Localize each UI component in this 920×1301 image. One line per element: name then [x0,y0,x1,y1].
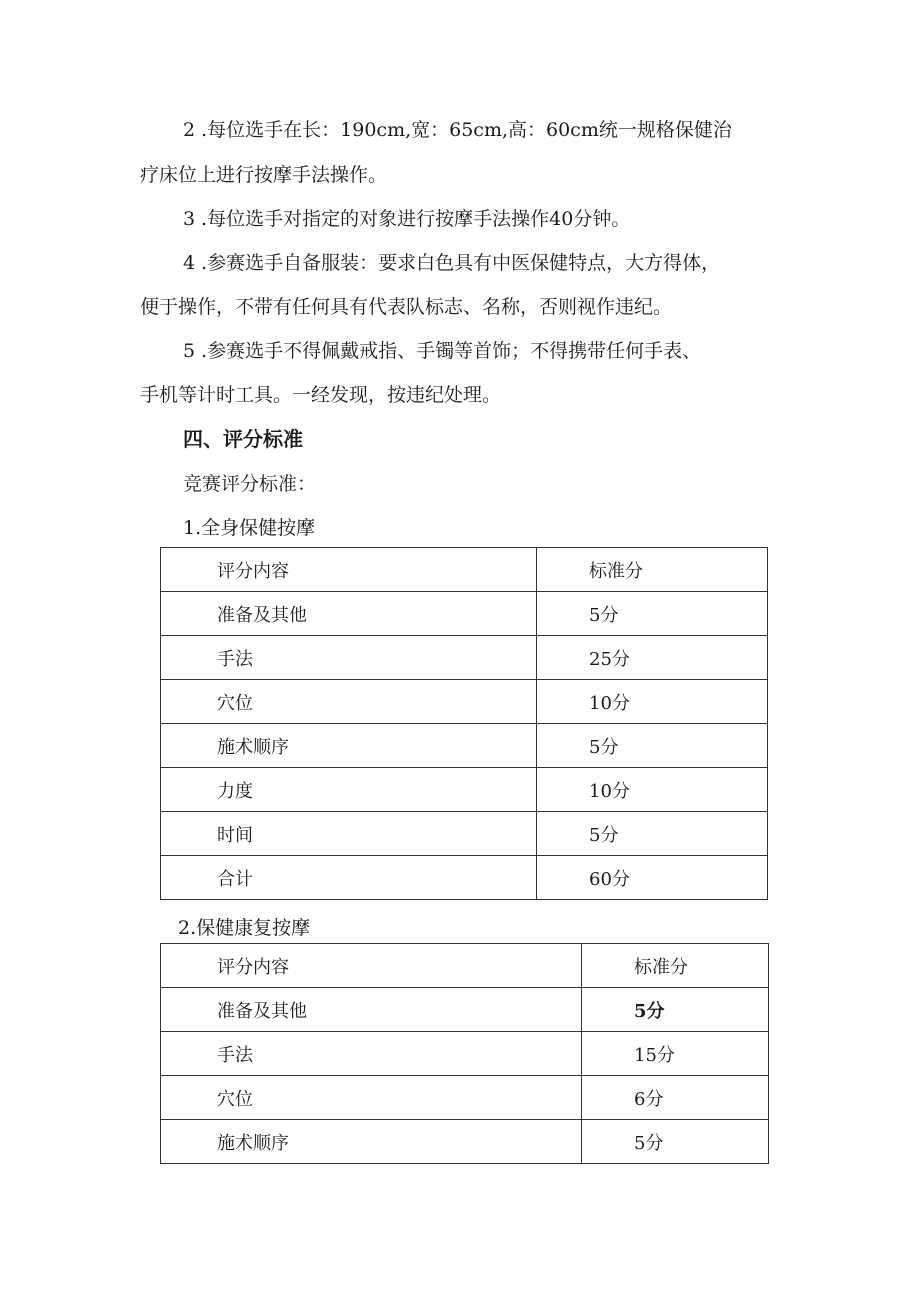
table-cell-score: 6分 [582,1076,769,1120]
page-break-mask [150,1165,790,1177]
table-row [161,724,768,768]
paragraph-2-line-1: 2 .每位选手在长：190cm,宽：65cm,高：60cm统一规格保健治 [183,119,732,141]
table-cell-item: 时间 [161,812,537,856]
table-cell-item: 准备及其他 [161,592,537,636]
paragraph-5-line-2: 手机等计时工具。一经发现，按违纪处理。 [140,384,502,406]
table-row [161,1032,769,1076]
table-row [161,1076,769,1120]
table-row [161,680,768,724]
paragraph-3: 3 .每位选手对指定的对象进行按摩手法操作40分钟。 [183,208,631,230]
table-2-title: 2.保健康复按摩 [178,917,311,939]
paragraph-5-line-1: 5 .参赛选手不得佩戴戒指、手镯等首饰；不得携带任何手表、 [183,340,702,362]
table-1-title: 1.全身保健按摩 [183,517,316,539]
table-row [161,812,768,856]
score-table-1 [160,547,768,900]
table-header-cell: 评分内容 [161,944,582,988]
table-cell-score: 15分 [582,1032,769,1076]
table-cell-score: 5分 [537,812,768,856]
table-cell-item: 准备及其他 [161,988,582,1032]
table-header-row [161,944,769,988]
table-cell-score: 25分 [537,636,768,680]
table-row [161,988,769,1032]
table-cell-item: 手法 [161,1032,582,1076]
table-row [161,768,768,812]
section-heading: 四、评分标准 [183,427,303,451]
table-cell-score: 5分 [537,724,768,768]
score-table-2 [160,943,769,1164]
table-cell-item: 穴位 [161,1076,582,1120]
table-cell-score: 5分 [582,1120,769,1164]
table-row [161,1120,769,1164]
table-cell-score: 10分 [537,768,768,812]
section-intro: 竞赛评分标准： [183,473,317,495]
table-row [161,856,768,900]
table-cell-score: 60分 [537,856,768,900]
table-cell-score: 5分 [582,988,769,1032]
table-cell-score: 5分 [537,592,768,636]
table-cell-score: 10分 [537,680,768,724]
table-cell-item: 施术顺序 [161,1120,582,1164]
table-cell-item: 穴位 [161,680,537,724]
table-cell-item: 合计 [161,856,537,900]
table-header-cell: 评分内容 [161,548,537,592]
table-row [161,592,768,636]
paragraph-4-line-2: 便于操作，不带有任何具有代表队标志、名称，否则视作违纪。 [140,296,673,318]
table-header-row [161,548,768,592]
paragraph-4-line-1: 4 .参赛选手自备服装：要求白色具有中医保健特点，大方得体， [183,252,721,274]
table-cell-item: 手法 [161,636,537,680]
table-header-cell: 标准分 [582,944,769,988]
table-cell-item: 力度 [161,768,537,812]
table-row [161,636,768,680]
table-header-cell: 标准分 [537,548,768,592]
table-cell-item: 施术顺序 [161,724,537,768]
paragraph-2-line-2: 疗床位上进行按摩手法操作。 [140,164,388,186]
